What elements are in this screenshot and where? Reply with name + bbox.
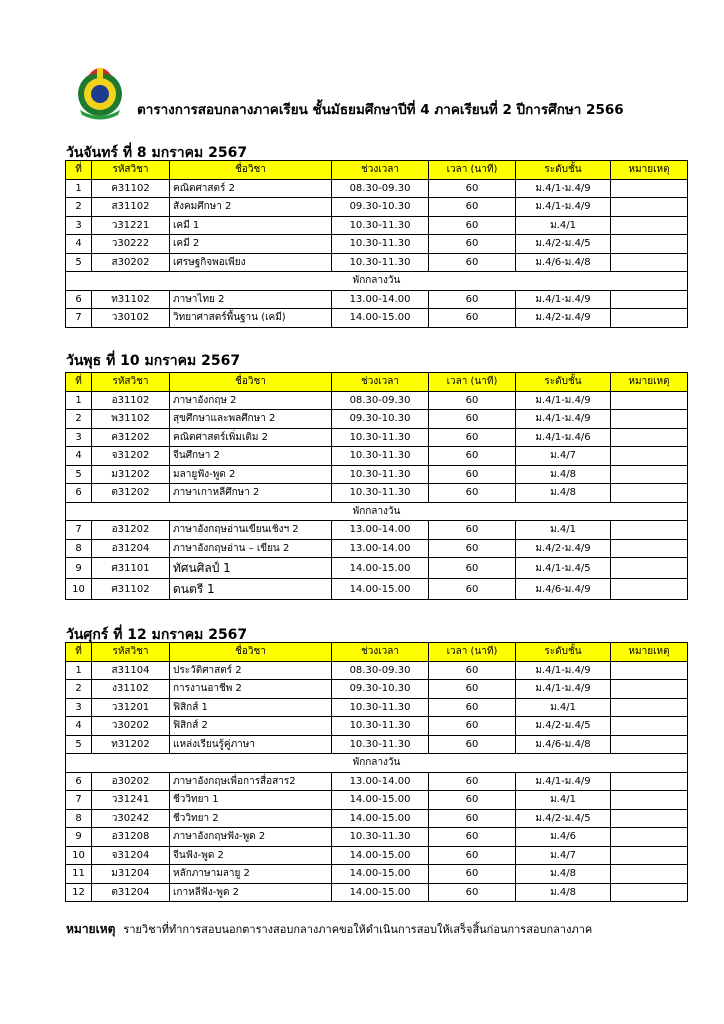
cell-level: ม.4/1-ม.4/9 — [516, 198, 611, 217]
cell-subject: สุขศึกษาและพลศึกษา 2 — [170, 410, 332, 429]
cell-no: 1 — [66, 179, 92, 198]
cell-level: ม.4/1-ม.4/9 — [516, 290, 611, 309]
cell-code: ม31204 — [92, 865, 170, 884]
cell-subject: ดนตรี 1 — [170, 579, 332, 600]
cell-code: ม31202 — [92, 465, 170, 484]
cell-time: 10.30-11.30 — [332, 216, 429, 235]
cell-code: ว31241 — [92, 791, 170, 810]
col-header-remark: หมายเหตุ — [611, 373, 688, 392]
table-row — [66, 253, 688, 272]
school-emblem-logo — [70, 60, 130, 120]
table-row — [66, 484, 688, 503]
col-header-level: ระดับชั้น — [516, 373, 611, 392]
cell-minutes: 60 — [429, 447, 516, 466]
col-header-code: รหัสวิชา — [92, 161, 170, 180]
cell-remark — [611, 428, 688, 447]
table-row — [66, 521, 688, 540]
cell-minutes: 60 — [429, 809, 516, 828]
cell-remark — [611, 828, 688, 847]
cell-code: ว30102 — [92, 309, 170, 328]
cell-time: 10.30-11.30 — [332, 717, 429, 736]
cell-remark — [611, 539, 688, 558]
cell-level: ม.4/1 — [516, 521, 611, 540]
cell-code: อ31102 — [92, 391, 170, 410]
table-header-row — [66, 643, 688, 662]
table-row — [66, 791, 688, 810]
cell-level: ม.4/1 — [516, 698, 611, 717]
cell-remark — [611, 391, 688, 410]
cell-minutes: 60 — [429, 558, 516, 579]
cell-remark — [611, 465, 688, 484]
cell-no: 12 — [66, 883, 92, 902]
col-header-minutes: เวลา (นาที) — [429, 373, 516, 392]
cell-time: 14.00-15.00 — [332, 558, 429, 579]
cell-subject: ทัศนศิลป์ 1 — [170, 558, 332, 579]
cell-time: 10.30-11.30 — [332, 735, 429, 754]
cell-code: ว30242 — [92, 809, 170, 828]
cell-subject: ภาษาอังกฤษอ่าน – เขียน 2 — [170, 539, 332, 558]
cell-subject: ฟิสิกส์ 1 — [170, 698, 332, 717]
cell-minutes: 60 — [429, 883, 516, 902]
cell-time: 10.30-11.30 — [332, 253, 429, 272]
cell-no: 5 — [66, 735, 92, 754]
lunch-break-label: พักกลางวัน — [66, 272, 688, 291]
table-row — [66, 680, 688, 699]
table-row — [66, 579, 688, 600]
cell-minutes: 60 — [429, 865, 516, 884]
cell-code: ว30202 — [92, 717, 170, 736]
lunch-break-row — [66, 754, 688, 773]
cell-code: อ31204 — [92, 539, 170, 558]
cell-level: ม.4/1-ม.4/6 — [516, 428, 611, 447]
cell-time: 08.30-09.30 — [332, 179, 429, 198]
cell-subject: ภาษาอังกฤษอ่านเขียนเชิงฯ 2 — [170, 521, 332, 540]
table-row — [66, 290, 688, 309]
table-row — [66, 309, 688, 328]
schedule-table-wednesday — [65, 372, 688, 600]
table-row — [66, 216, 688, 235]
cell-remark — [611, 410, 688, 429]
cell-minutes: 60 — [429, 846, 516, 865]
cell-remark — [611, 198, 688, 217]
cell-no: 4 — [66, 717, 92, 736]
cell-no: 10 — [66, 579, 92, 600]
cell-code: ส31102 — [92, 198, 170, 217]
cell-time: 10.30-11.30 — [332, 447, 429, 466]
col-header-time: ช่วงเวลา — [332, 373, 429, 392]
cell-no: 8 — [66, 809, 92, 828]
cell-subject: สังคมศึกษา 2 — [170, 198, 332, 217]
cell-minutes: 60 — [429, 661, 516, 680]
cell-minutes: 60 — [429, 791, 516, 810]
cell-subject: เกาหลีฟัง-พูด 2 — [170, 883, 332, 902]
table-row — [66, 846, 688, 865]
cell-no: 3 — [66, 216, 92, 235]
col-header-remark: หมายเหตุ — [611, 643, 688, 662]
cell-time: 14.00-15.00 — [332, 309, 429, 328]
cell-remark — [611, 735, 688, 754]
cell-subject: ชีววิทยา 2 — [170, 809, 332, 828]
cell-minutes: 60 — [429, 216, 516, 235]
col-header-level: ระดับชั้น — [516, 643, 611, 662]
cell-level: ม.4/1 — [516, 791, 611, 810]
cell-code: ศ31101 — [92, 558, 170, 579]
cell-remark — [611, 809, 688, 828]
table-row — [66, 883, 688, 902]
table-row — [66, 447, 688, 466]
cell-minutes: 60 — [429, 698, 516, 717]
col-header-no: ที่ — [66, 643, 92, 662]
cell-remark — [611, 290, 688, 309]
cell-level: ม.4/2-ม.4/5 — [516, 717, 611, 736]
cell-time: 14.00-15.00 — [332, 791, 429, 810]
cell-code: ต31204 — [92, 883, 170, 902]
day-title-wednesday: วันพุธ ที่ 10 มกราคม 2567 — [66, 353, 241, 369]
day-title-monday: วันจันทร์ ที่ 8 มกราคม 2567 — [66, 145, 248, 161]
cell-subject: ภาษาไทย 2 — [170, 290, 332, 309]
table-row — [66, 698, 688, 717]
cell-level: ม.4/8 — [516, 883, 611, 902]
cell-code: ว30222 — [92, 235, 170, 254]
cell-remark — [611, 772, 688, 791]
footnote-label: หมายเหตุ — [66, 922, 116, 936]
cell-remark — [611, 661, 688, 680]
col-header-no: ที่ — [66, 161, 92, 180]
cell-minutes: 60 — [429, 428, 516, 447]
cell-time: 13.00-14.00 — [332, 772, 429, 791]
cell-subject: ภาษาอังกฤษ 2 — [170, 391, 332, 410]
cell-time: 10.30-11.30 — [332, 465, 429, 484]
cell-subject: เศรษฐกิจพอเพียง — [170, 253, 332, 272]
cell-no: 6 — [66, 290, 92, 309]
lunch-break-row — [66, 272, 688, 291]
cell-level: ม.4/2-ม.4/9 — [516, 309, 611, 328]
cell-code: อ31208 — [92, 828, 170, 847]
table-row — [66, 410, 688, 429]
cell-level: ม.4/1-ม.4/9 — [516, 391, 611, 410]
cell-code: อ31202 — [92, 521, 170, 540]
cell-no: 10 — [66, 846, 92, 865]
cell-code: ค31102 — [92, 179, 170, 198]
cell-time: 13.00-14.00 — [332, 521, 429, 540]
cell-remark — [611, 558, 688, 579]
table-header-row — [66, 161, 688, 180]
cell-remark — [611, 447, 688, 466]
cell-time: 09.30-10.30 — [332, 198, 429, 217]
cell-code: จ31204 — [92, 846, 170, 865]
schedule-table-friday — [65, 642, 688, 902]
table-row — [66, 558, 688, 579]
cell-time: 09.30-10.30 — [332, 410, 429, 429]
table-row — [66, 717, 688, 736]
cell-time: 10.30-11.30 — [332, 235, 429, 254]
cell-remark — [611, 253, 688, 272]
cell-remark — [611, 698, 688, 717]
cell-no: 7 — [66, 791, 92, 810]
page-title: ตารางการสอบกลางภาคเรียน ชั้นมัธยมศึกษาปีที่ 4 ภาคเรียนที่ 2 ปีการศึกษา 2566 — [137, 102, 624, 118]
cell-level: ม.4/1-ม.4/9 — [516, 680, 611, 699]
col-header-code: รหัสวิชา — [92, 643, 170, 662]
cell-time: 14.00-15.00 — [332, 846, 429, 865]
schedule-table-monday — [65, 160, 688, 328]
cell-time: 09.30-10.30 — [332, 680, 429, 699]
table-row — [66, 772, 688, 791]
cell-no: 8 — [66, 539, 92, 558]
cell-code: ท31202 — [92, 735, 170, 754]
col-header-remark: หมายเหตุ — [611, 161, 688, 180]
cell-minutes: 60 — [429, 179, 516, 198]
cell-level: ม.4/1-ม.4/9 — [516, 179, 611, 198]
cell-subject: การงานอาชีพ 2 — [170, 680, 332, 699]
cell-no: 4 — [66, 235, 92, 254]
cell-subject: ชีววิทยา 1 — [170, 791, 332, 810]
col-header-time: ช่วงเวลา — [332, 161, 429, 180]
cell-level: ม.4/1-ม.4/9 — [516, 661, 611, 680]
cell-no: 7 — [66, 521, 92, 540]
table-header-row — [66, 373, 688, 392]
cell-no: 9 — [66, 558, 92, 579]
cell-no: 6 — [66, 772, 92, 791]
cell-no: 1 — [66, 661, 92, 680]
cell-level: ม.4/1-ม.4/5 — [516, 558, 611, 579]
cell-time: 14.00-15.00 — [332, 579, 429, 600]
cell-no: 3 — [66, 428, 92, 447]
cell-subject: คณิตศาสตร์เพิ่มเติม 2 — [170, 428, 332, 447]
cell-level: ม.4/2-ม.4/9 — [516, 539, 611, 558]
cell-minutes: 60 — [429, 391, 516, 410]
cell-level: ม.4/8 — [516, 465, 611, 484]
footnote — [66, 920, 592, 939]
col-header-code: รหัสวิชา — [92, 373, 170, 392]
cell-remark — [611, 579, 688, 600]
table-row — [66, 865, 688, 884]
cell-code: ค31202 — [92, 428, 170, 447]
footnote-text: รายวิชาที่ทำการสอบนอกตารางสอบกลางภาคขอให้ดำเนินการสอบให้เสร็จสิ้นก่อนการสอบกลางภาค — [123, 923, 593, 936]
col-header-time: ช่วงเวลา — [332, 643, 429, 662]
cell-no: 3 — [66, 698, 92, 717]
cell-time: 10.30-11.30 — [332, 428, 429, 447]
cell-remark — [611, 216, 688, 235]
cell-code: ว31221 — [92, 216, 170, 235]
cell-remark — [611, 484, 688, 503]
cell-no: 1 — [66, 391, 92, 410]
cell-level: ม.4/8 — [516, 865, 611, 884]
cell-no: 2 — [66, 198, 92, 217]
cell-no: 9 — [66, 828, 92, 847]
lunch-break-label: พักกลางวัน — [66, 502, 688, 521]
cell-minutes: 60 — [429, 579, 516, 600]
cell-level: ม.4/2-ม.4/5 — [516, 809, 611, 828]
col-header-minutes: เวลา (นาที) — [429, 161, 516, 180]
cell-minutes: 60 — [429, 309, 516, 328]
cell-level: ม.4/1-ม.4/9 — [516, 772, 611, 791]
table-row — [66, 539, 688, 558]
cell-minutes: 60 — [429, 539, 516, 558]
cell-remark — [611, 680, 688, 699]
cell-time: 14.00-15.00 — [332, 809, 429, 828]
cell-subject: จีนศึกษา 2 — [170, 447, 332, 466]
day-title-friday: วันศุกร์ ที่ 12 มกราคม 2567 — [66, 627, 248, 643]
cell-minutes: 60 — [429, 735, 516, 754]
cell-remark — [611, 791, 688, 810]
cell-remark — [611, 179, 688, 198]
cell-time: 14.00-15.00 — [332, 883, 429, 902]
cell-no: 2 — [66, 410, 92, 429]
table-row — [66, 661, 688, 680]
cell-subject: เคมี 1 — [170, 216, 332, 235]
table-row — [66, 735, 688, 754]
cell-no: 11 — [66, 865, 92, 884]
cell-subject: ภาษาอังกฤษฟัง-พูด 2 — [170, 828, 332, 847]
cell-level: ม.4/2-ม.4/5 — [516, 235, 611, 254]
cell-subject: ฟิสิกส์ 2 — [170, 717, 332, 736]
col-header-level: ระดับชั้น — [516, 161, 611, 180]
cell-level: ม.4/6-ม.4/9 — [516, 579, 611, 600]
cell-minutes: 60 — [429, 484, 516, 503]
cell-remark — [611, 717, 688, 736]
col-header-subject: ชื่อวิชา — [170, 373, 332, 392]
cell-code: อ30202 — [92, 772, 170, 791]
cell-no: 5 — [66, 465, 92, 484]
cell-remark — [611, 865, 688, 884]
lunch-break-label: พักกลางวัน — [66, 754, 688, 773]
cell-subject: มลายูฟัง-พูด 2 — [170, 465, 332, 484]
cell-minutes: 60 — [429, 198, 516, 217]
table-row — [66, 391, 688, 410]
cell-no: 2 — [66, 680, 92, 699]
cell-level: ม.4/6-ม.4/8 — [516, 735, 611, 754]
cell-subject: วิทยาศาสตร์พื้นฐาน (เคมี) — [170, 309, 332, 328]
cell-time: 08.30-09.30 — [332, 661, 429, 680]
col-header-subject: ชื่อวิชา — [170, 161, 332, 180]
cell-remark — [611, 521, 688, 540]
table-row — [66, 198, 688, 217]
cell-level: ม.4/7 — [516, 846, 611, 865]
cell-time: 13.00-14.00 — [332, 290, 429, 309]
cell-code: ต31202 — [92, 484, 170, 503]
lunch-break-row — [66, 502, 688, 521]
cell-code: ท31102 — [92, 290, 170, 309]
cell-code: ส30202 — [92, 253, 170, 272]
table-row — [66, 465, 688, 484]
col-header-subject: ชื่อวิชา — [170, 643, 332, 662]
table-row — [66, 235, 688, 254]
cell-time: 10.30-11.30 — [332, 828, 429, 847]
cell-no: 4 — [66, 447, 92, 466]
table-row — [66, 809, 688, 828]
cell-code: ศ31102 — [92, 579, 170, 600]
cell-minutes: 60 — [429, 828, 516, 847]
cell-no: 7 — [66, 309, 92, 328]
cell-time: 14.00-15.00 — [332, 865, 429, 884]
cell-subject: ภาษาเกาหลีศึกษา 2 — [170, 484, 332, 503]
cell-minutes: 60 — [429, 680, 516, 699]
col-header-minutes: เวลา (นาที) — [429, 643, 516, 662]
cell-code: พ31102 — [92, 410, 170, 429]
cell-minutes: 60 — [429, 253, 516, 272]
table-row — [66, 179, 688, 198]
cell-level: ม.4/1 — [516, 216, 611, 235]
table-row — [66, 828, 688, 847]
cell-subject: เคมี 2 — [170, 235, 332, 254]
cell-level: ม.4/7 — [516, 447, 611, 466]
cell-level: ม.4/8 — [516, 484, 611, 503]
cell-minutes: 60 — [429, 290, 516, 309]
cell-remark — [611, 235, 688, 254]
cell-subject: จีนฟัง-พูด 2 — [170, 846, 332, 865]
cell-subject: แหล่งเรียนรู้คู่ภาษา — [170, 735, 332, 754]
cell-no: 6 — [66, 484, 92, 503]
table-row — [66, 428, 688, 447]
cell-subject: หลักภาษามลายู 2 — [170, 865, 332, 884]
cell-subject: ประวัติศาสตร์ 2 — [170, 661, 332, 680]
cell-minutes: 60 — [429, 465, 516, 484]
cell-code: จ31202 — [92, 447, 170, 466]
cell-time: 13.00-14.00 — [332, 539, 429, 558]
cell-subject: คณิตศาสตร์ 2 — [170, 179, 332, 198]
cell-minutes: 60 — [429, 717, 516, 736]
cell-minutes: 60 — [429, 772, 516, 791]
col-header-no: ที่ — [66, 373, 92, 392]
cell-minutes: 60 — [429, 235, 516, 254]
cell-level: ม.4/6 — [516, 828, 611, 847]
cell-time: 10.30-11.30 — [332, 484, 429, 503]
cell-level: ม.4/6-ม.4/8 — [516, 253, 611, 272]
cell-remark — [611, 309, 688, 328]
cell-code: ง31102 — [92, 680, 170, 699]
cell-remark — [611, 846, 688, 865]
cell-minutes: 60 — [429, 410, 516, 429]
cell-code: ว31201 — [92, 698, 170, 717]
cell-minutes: 60 — [429, 521, 516, 540]
cell-time: 08.30-09.30 — [332, 391, 429, 410]
cell-no: 5 — [66, 253, 92, 272]
cell-subject: ภาษาอังกฤษเพื่อการสื่อสาร2 — [170, 772, 332, 791]
cell-code: ส31104 — [92, 661, 170, 680]
cell-level: ม.4/1-ม.4/9 — [516, 410, 611, 429]
cell-remark — [611, 883, 688, 902]
cell-time: 10.30-11.30 — [332, 698, 429, 717]
